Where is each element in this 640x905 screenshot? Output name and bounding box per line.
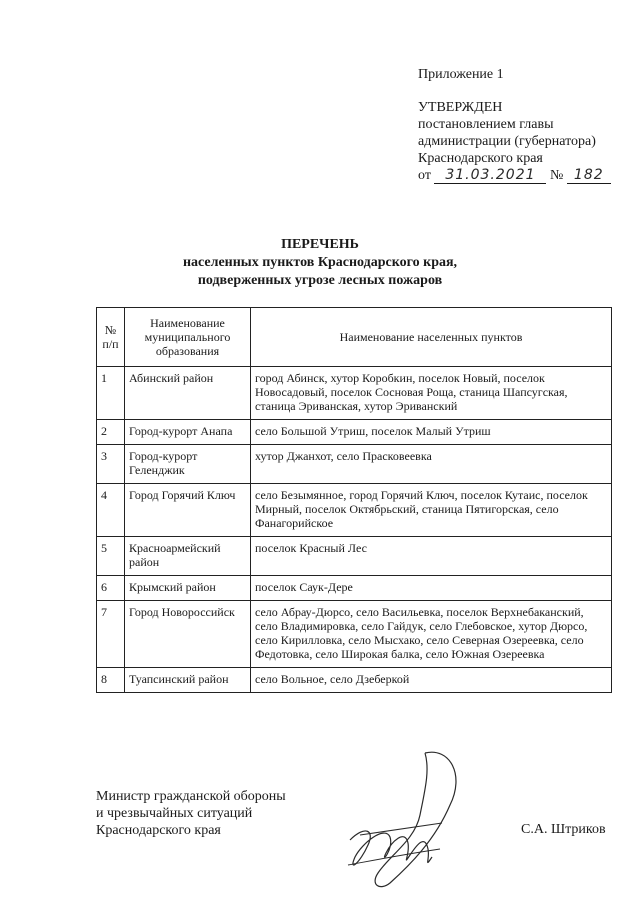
table-row <box>97 668 612 693</box>
row-number: 3 <box>97 445 125 484</box>
signatory-line-3: Краснодарского края <box>96 823 221 838</box>
header-number: № п/п <box>97 308 125 367</box>
row-number: 7 <box>97 601 125 668</box>
approval-line-3: Краснодарского края <box>418 151 543 166</box>
row-settlements: поселок Саук-Дере <box>251 576 612 601</box>
signatory-line-2: и чрезвычайных ситуаций <box>96 806 253 821</box>
table-header-row <box>97 308 612 367</box>
approval-date-line <box>418 167 611 184</box>
header-municipality: Наименование муниципального образования <box>125 308 251 367</box>
signatory-line-1: Министр гражданской обороны <box>96 789 286 804</box>
table-row <box>97 445 612 484</box>
header-settlements: Наименование населенных пунктов <box>251 308 612 367</box>
from-label: от <box>418 168 431 183</box>
row-municipality: Туапсинский район <box>125 668 251 693</box>
row-settlements: хутор Джанхот, село Прасковеевка <box>251 445 612 484</box>
row-settlements: село Большой Утриш, поселок Малый Утриш <box>251 420 612 445</box>
row-number: 2 <box>97 420 125 445</box>
settlements-table <box>96 307 612 693</box>
row-municipality: Город-курорт Геленджик <box>125 445 251 484</box>
row-municipality: Город-курорт Анапа <box>125 420 251 445</box>
row-number: 6 <box>97 576 125 601</box>
number-label: № <box>549 168 564 183</box>
title-line-2: населенных пунктов Краснодарского края, <box>182 255 458 270</box>
table-row <box>97 537 612 576</box>
approved-label: УТВЕРЖДЕН <box>418 100 503 115</box>
approval-block <box>418 66 611 184</box>
row-municipality: Красноармейский район <box>125 537 251 576</box>
row-settlements: село Абрау-Дюрсо, село Васильевка, поселок Верхнебаканский, село Владимировка, село Гайдук, село Глебовское, хутор Дюрсо, село Кирилловка, село Мысхако, село Северная Озереевка, село Федотовка, село Широкая балка, село Южная Озереевка <box>251 601 612 668</box>
row-settlements: село Вольное, село Дзеберкой <box>251 668 612 693</box>
row-municipality: Город Горячий Ключ <box>125 484 251 537</box>
title-line-1: ПЕРЕЧЕНЬ <box>281 237 359 252</box>
handwritten-date: 31.03.2021 <box>434 168 546 184</box>
appendix-label: Приложение 1 <box>418 67 504 82</box>
table-row <box>97 367 612 420</box>
row-number: 8 <box>97 668 125 693</box>
row-municipality: Город Новороссийск <box>125 601 251 668</box>
row-municipality: Абинский район <box>125 367 251 420</box>
table-row <box>97 601 612 668</box>
handwritten-number: 182 <box>567 168 611 184</box>
row-number: 1 <box>97 367 125 420</box>
signatory-title <box>96 788 286 839</box>
table-row <box>97 484 612 537</box>
row-settlements: село Безымянное, город Горячий Ключ, поселок Кутаис, поселок Мирный, поселок Октябрьский, станица Пятигорская, село Фанагорийское <box>251 484 612 537</box>
signer-name: С.А. Штриков <box>521 822 606 837</box>
approval-line-1: постановлением главы <box>418 117 554 132</box>
handwritten-signature <box>330 745 480 895</box>
row-number: 5 <box>97 537 125 576</box>
row-number: 4 <box>97 484 125 537</box>
table-row <box>97 576 612 601</box>
document-title <box>0 236 640 290</box>
row-municipality: Крымский район <box>125 576 251 601</box>
approval-line-2: администрации (губернатора) <box>418 134 596 149</box>
row-settlements: поселок Красный Лес <box>251 537 612 576</box>
row-settlements: город Абинск, хутор Коробкин, поселок Новый, поселок Новосадовый, поселок Сосновая Роща, станица Шапсугская, станица Эриванская, хутор Эриванский <box>251 367 612 420</box>
title-line-3: подверженных угрозе лесных пожаров <box>197 273 443 288</box>
table-row <box>97 420 612 445</box>
